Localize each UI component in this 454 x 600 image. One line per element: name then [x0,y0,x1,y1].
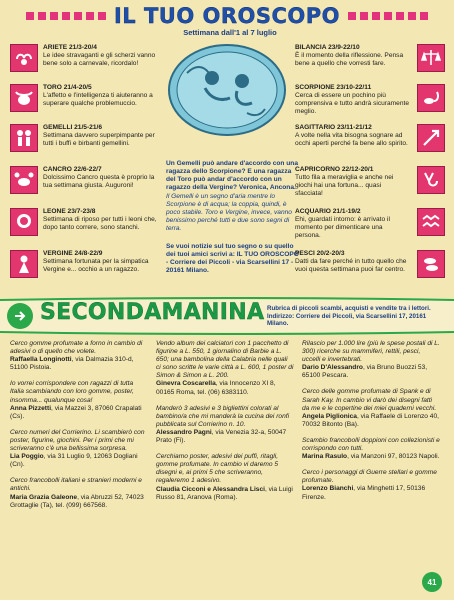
ad-item: Cerco numeri del Corrierino. Li scambierò con poster, figurine, giochini. Per i primi che mi scriveranno c'è una bellissima sorpresa. Lia Poggio, via 31 Luglio 9, 12063 Dogliani (Cn). [10,428,145,469]
horoscope-subtitle: Settimana dall'1 al 7 luglio [183,28,277,37]
twins-icon [10,124,38,152]
ram-icon [10,44,38,72]
contact-note: Se vuoi notizie sul tuo segno o su quello dei tuoi amici scrivi a: IL TUO OROSCOPO - Corriere dei Piccoli - via Scarsellini 17 - 20161 Milano. [166,243,299,274]
ad-item: Cerco i personaggi di Guerre stellari e gomme profumate. Lorenzo Bianchi, via Minghetti 17, 50136 Firenze. [302,469,437,501]
ad-item: Cerco delle gomme profumate di Spank e di Sarah Kay. In cambio vi darò dei disegni fatti da me e le copertine dei miei quaderni vecchi. Angela Piglionica, via Raffaele di Lorenzo 40, 70032 Bitonto (Ba). [302,388,439,428]
zodiac-medallion-icon [167,43,287,138]
horoscope-header [0,4,454,28]
scales-icon [417,44,445,72]
ad-item: Rilascio per 1.000 lire (più le spese postali di L. 300) ricerche su mammiferi, rettili, pesci, uccelli e invertebrati. Dario D'Alessandro, via Bruno Buozzi 53, 65100 Pescara. [302,340,440,380]
ads-column-2 [156,340,294,510]
virgin-icon [10,250,38,278]
page-number: 41 [422,572,442,592]
crab-icon [10,166,38,194]
water-icon [417,208,445,236]
pointing-hand-icon [7,303,33,329]
secondamanina-rubric: Rubrica di piccoli scambi, acquisti e vendite tra i lettori. Indirizzo: Corriere dei Piccoli, via Scarsellini 17, 20161 Milano. [267,305,431,328]
magazine-page: IL TUO OROSCOPO Settimana dall'1 al 7 luglio ARIETE 21/3-20/4 Le idee stravaganti e gli scherzi vanno bene solo a carnevale, ricordalo! TORO 21/4-20/5 L'affetto e l'intelligenza ti aiuteranno a superare qualche problemuccio. GEMELLI 21/5-21/6 Settimana davvero superpimpante per tutti i buffi e birbanti gemellini. CANCRO 22/6-22/7 Dolcissimo Cancro questa è proprio la tua settimana giusta. Auguroni! LEONE 23/7-23/8 Settimana di riposo per tutti i leoni che, dopo tanto correre, sono stanchi. VERGINE 24/8-22/9 Settimana fortunata per la simpatica Vergine e... occhio a un ragazzo. Un Gemelli può andare d'accordo con una ragazza dello Scorpione? E una ragazza del Toro può andar d'accordo con un ragazzo della Vergine? Veronica, Ancona. Il Gemelli è un segno d'aria mentre lo Scorpione è di acqua; la coppia, quindi, è poco stabile. Toro e Vergine, invece, vanno benissimo perché tutti e due sono segni di terra. Se vuoi notizie sul tuo segno o su quello dei tuoi amici scrivi a: IL TUO OROSCOPO - Corriere dei Piccoli - via Scarsellini 17 - 20161 Milano. BILANCIA 23/9-22/10 È il momento della riflessione. Pensa bene a quello che vorresti fare. SCORPIONE 23/10-22/11 Cerca di essere un pochino più comprensiva e tutto andrà sicuramente meglio. SAGITTARIO 23/11-21/12 A volte nella vita bisogna sognare ad occhi aperti perché fa bene allo spirito. CAPRICORNO 22/12-20/1 Tutto fila a meraviglia e anche nei giochi hai una fortuna... quasi sfacciata! ACQUARIO 21/1-19/2 Ehi, guardati intorno: è arrivato il momento per dimenticare una persona. PESCI 20/2-20/3 Datti da fare perché in tutto quello che vuoi questa settimana puoi far centro. SECONDAMANINA Rubrica di piccoli scambi, acquisti e vendite tra i lettori. Indirizzo: Corriere dei Piccoli, via Scarsellini 17, 20161 Milano. Cerco gomme profumate a forno in cambio di adesivi o di quello che volete. Raffaella Longinotti, via Dalmazia 310-d, 51100 Pistoia. Io vorrei corrispondere con ragazzi di tutta Italia scambiando con loro gomme, poster, insomma... qualunque cosa! Anna Pizzetti, via Mazzei 3, 87060 Crapalati (Cs). Cerco numeri del Corrierino. Li scambierò con poster, figurine, giochini. Per i primi che mi scriveranno c'è una bellissima sorpresa. Lia Poggio, via 31 Luglio 9, 12063 Dogliani (Cn). Cerco francobolli italiani e stranieri moderni e antichi. Maria Grazia Galeone, via Abruzzi 52, 74023 Grottaglie (Ta), tel. (099) 667568. Vendo album dei calciatori con 1 pacchetto di figurine a L. 550, 1 giornalino di Barbie a L. 650; una bambolina della Calabria nelle quali ci sono scritte le varie città a L. 600, 1 poster di Simon & Simon a L. 200. Ginevra Coscarella, via Innocenzo XI 8, 00165 Roma, tel. (06) 6383110. Manderò 3 adesivi e 3 bigliettini colorati al bambino/a che mi manderà la cucina dei ronfi pubblicata sul Corrierino n. 10. Alessandro Pagni, via Venezia 32-a, 50047 Prato (Fi). Cerchiamo poster, adesivi dei puffi, ritagli, gomme profumate. In cambio vi daremo 5 disegni e, ai primi 5 che scriveranno, regaleremo 1 adesivo. Claudia Cicconi e Alessandra Lisci, via Luigi Russo 81, Aranova (Roma). Rilascio per 1.000 lire (più le spese postali di L. 300) ricerche su mammiferi, rettili, pesci, uccelli e invertebrati. Dario D'Alessandro, via Bruno Buozzi 53, 65100 Pescara. Cerco delle gomme profumate di Spank e di Sarah Kay. In cambio vi darò dei disegni fatti da me e le copertine dei miei quaderni vecchi. Angela Piglionica, via Raffaele di Lorenzo 40, 70032 Bitonto (Ba). Scambio francobolli doppioni con collezionisti e corrispondo con tutti. Marina Rasulo, via Manzoni 97, 80123 Napoli. Cerco i personaggi di Guerre stellari e gomme profumate. Lorenzo Bianchi, via Minghetti 17, 50136 Firenze. 41 [0,0,454,600]
ad-item: Vendo album dei calciatori con 1 pacchetto di figurine a L. 550, 1 giornalino di Barbie a L. 650; una bambolina della Calabria nelle quali ci sono scritte le varie città a L. 600, 1 poster di Simon & Simon a L. 200. Ginevra Coscarella, via Innocenzo XI 8, 00165 Roma, tel. (06) 6383110. [156,340,294,396]
bull-icon [10,84,38,112]
goat-icon [417,166,445,194]
horoscope-qa [166,160,300,275]
ad-item: Cerco gomme profumate a forno in cambio di adesivi o di quello che volete. Raffaella Longinotti, via Dalmazia 310-d, 51100 Pistoia. [10,340,143,372]
astrologer-answer: Il Gemelli è un segno d'aria mentre lo Scorpione è di acqua; la coppia, quindi, è poco stabile. Toro e Vergine, invece, vanno benissimo perché tutti e due sono segni di terra. [166,193,292,232]
fish-icon [417,250,445,278]
secondamanina-title: SECONDAMANINA [40,300,265,325]
lion-icon [10,208,38,236]
ads-column-1 [10,340,148,518]
horoscope-title: IL TUO OROSCOPO [113,4,341,28]
ad-item: Manderò 3 adesivi e 3 bigliettini colorati al bambino/a che mi manderà la cucina dei ronfi pubblicata sul Corrierino n. 10. Alessandro Pagni, via Venezia 32-a, 50047 Prato (Fi). [156,404,290,445]
ad-item: Cerchiamo poster, adesivi dei puffi, ritagli, gomme profumate. In cambio vi daremo 5 disegni e, ai primi 5 che scriveranno, regaleremo 1 adesivo. Claudia Cicconi e Alessandra Lisci, via Luigi Russo 81, Aranova (Roma). [156,453,293,501]
archer-icon [417,124,445,152]
ad-item: Cerco francobolli italiani e stranieri moderni e antichi. Maria Grazia Galeone, via Abruzzi 52, 74023 Grottaglie (Ta), tel. (099) 667568. [10,477,144,509]
reader-question: Un Gemelli può andare d'accordo con una ragazza dello Scorpione? E una ragazza del Toro può andar d'accordo con un ragazzo della Vergine? Veronica, Ancona. [166,160,299,191]
ad-item: Io vorrei corrispondere con ragazzi di tutta Italia scambiando con loro gomme, poster, insomma... qualunque cosa! Anna Pizzetti, via Mazzei 3, 87060 Crapalati (Cs). [10,380,142,420]
ads-columns [10,340,446,590]
ad-item: Scambio francobolli doppioni con collezionisti e corrispondo con tutti. Marina Rasulo, via Manzoni 97, 80123 Napoli. [302,436,440,461]
scorpion-icon [417,84,445,112]
ads-column-3 [302,340,440,510]
